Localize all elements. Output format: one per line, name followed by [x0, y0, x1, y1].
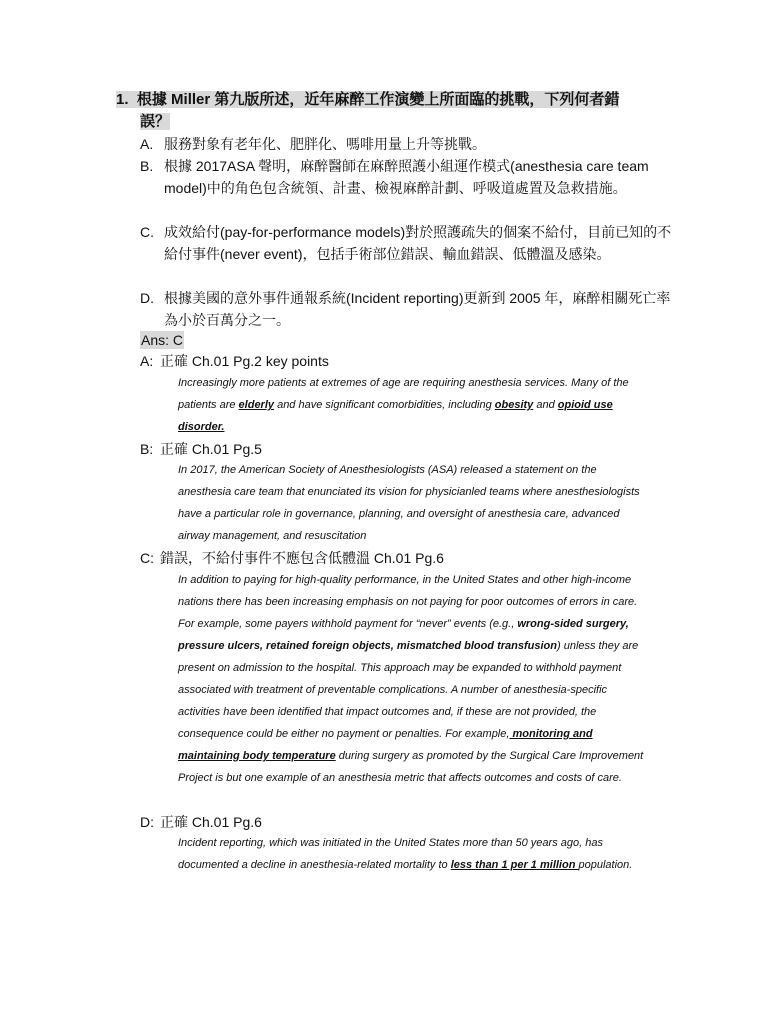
question-text-1: 根據 Miller 第九版所述，近年麻醉工作演變上所面臨的挑戰，下列何者錯	[136, 91, 620, 108]
answer-label: Ans: C	[141, 332, 184, 348]
explanation-d-head: D: 正確 Ch.01 Pg.6	[140, 814, 262, 830]
explanation-a-head: A: 正確 Ch.01 Pg.2 key points	[140, 353, 329, 369]
question-line-1	[116, 89, 619, 111]
option-letter: B.	[140, 158, 154, 174]
option-b	[140, 155, 680, 199]
option-text: 成效給付(pay-for-performance models)對於照護疏失的個案不給付，目前已知的不給付事件(never event)，包括手術部位錯誤、輸血錯誤、低體溫及感染。	[164, 224, 672, 262]
explanation-c-head: C: 錯誤，不給付事件不應包含低體溫 Ch.01 Pg.6	[140, 550, 444, 566]
option-a	[140, 133, 680, 155]
option-c	[140, 221, 680, 265]
explanation-b-quote: In 2017, the American Society of Anesthesiologists (ASA) released a statement on the anesthesia care team that enunciated its vision for physicianled teams where anesthesiologists have a particular role in governance, planning, and oversight of anesthesia care, advanced airway management, and resuscitation	[178, 464, 640, 542]
explanation-c-quote: In addition to paying for high-quality performance, in the United States and other high-income nations there has been increasing emphasis on not paying for poor outcomes of errors in care. For example, some payers withhold payment for “never” events (e.g., wrong-sided surgery, pressure ulcers, retained foreign objects, mismatched blood transfusion) unless they are present on admission to the hospital. This approach may be expanded to withhold payment associated with treatment of preventable complications. A number of anesthesia-specific activities have been identified that impact outcomes and, if these are not provided, the consequence could be either no payment or penalties. For example, monitoring and maintaining body temperature during surgery as promoted by the Surgical Care Improvement Project is but one example of an anesthesia metric that affects outcomes and costs of care.	[178, 574, 644, 784]
explanation-d-quote: Incident reporting, which was initiated in the United States more than 50 years ago, has documented a decline in anesthesia-related mortality to less than 1 per 1 million population.	[178, 837, 633, 871]
option-letter: A.	[140, 136, 154, 152]
option-d	[140, 287, 680, 331]
option-letter: C.	[140, 224, 154, 240]
question-text-2: 誤？	[140, 113, 171, 130]
question-number: 1.	[116, 91, 129, 108]
option-letter: D.	[140, 290, 154, 306]
option-text: 根據 2017ASA 聲明，麻醉醫師在麻醉照護小組運作模式(anesthesia care team model)中的角色包含統領、計畫、檢視麻醉計劃、呼吸道處置及急救措施。	[164, 158, 649, 196]
question-line-2	[140, 111, 170, 133]
option-text: 根據美國的意外事件通報系統(Incident reporting)更新到 2005 年，麻醉相關死亡率為小於百萬分之一。	[164, 290, 671, 328]
option-text: 服務對象有老年化、肥胖化、嗎啡用量上升等挑戰。	[164, 136, 486, 152]
explanation-b-head: B: 正確 Ch.01 Pg.5	[140, 441, 262, 457]
explanation-a-quote: Increasingly more patients at extremes of age are requiring anesthesia services. Many of the patients are elderly and have significant comorbidities, including obesity and opioid use disorder.	[178, 377, 629, 433]
